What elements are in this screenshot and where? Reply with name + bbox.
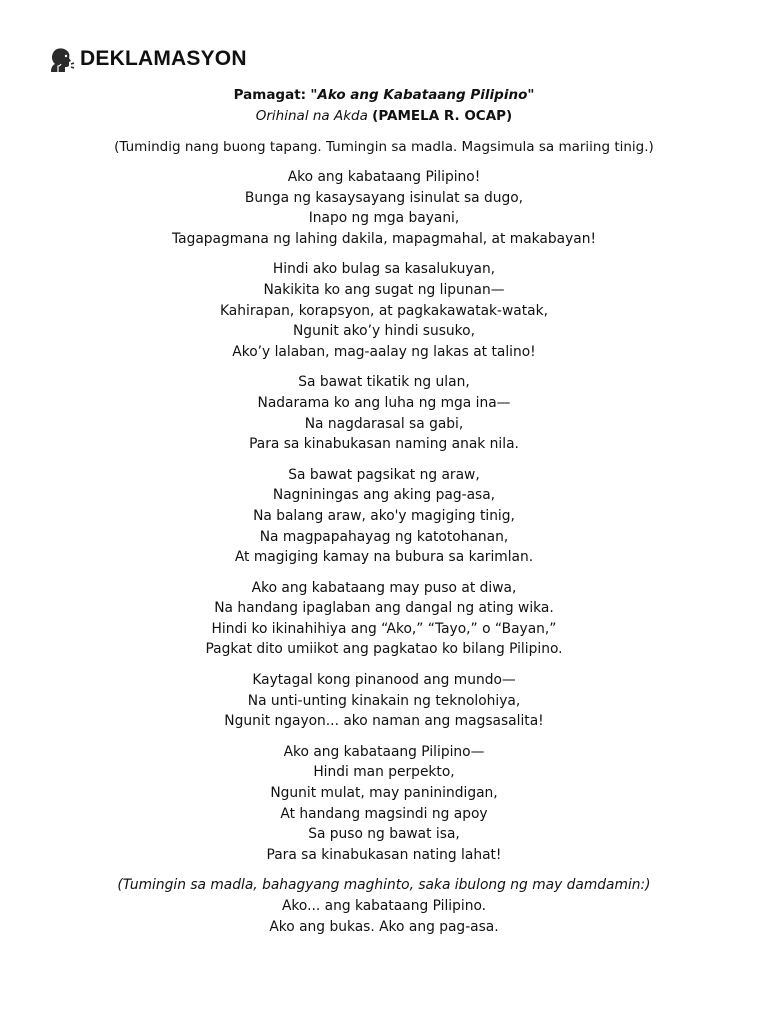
author-line	[0, 108, 768, 124]
page-title: DEKLAMASYON	[80, 47, 247, 70]
poem-line: Tagapagmana ng lahing dakila, mapagmahal, at makabayan!	[171, 230, 596, 247]
poem-line: Sa bawat tikatik ng ulan,	[298, 374, 470, 391]
poem-line: Kaytagal kong pinanood ang mundo—	[252, 672, 516, 689]
stanza	[0, 372, 768, 454]
closing-line: Ako ang bukas. Ako ang pag-asa.	[269, 918, 499, 935]
stanza	[0, 578, 768, 660]
author-prefix: Orihinal na Akda	[255, 108, 368, 124]
poem-line: At magiging kamay na bubura sa karimlan.	[234, 549, 534, 566]
poem-line: Ako’y lalaban, mag-aalay ng lakas at talino!	[232, 343, 536, 360]
closing-line: Ako... ang kabataang Pilipino.	[281, 898, 487, 914]
closing-stanza	[0, 875, 768, 937]
poem-line: Sa bawat pagsikat ng araw,	[288, 466, 480, 483]
closing-stage-direction: (Tumingin sa madla, bahagyang maghinto, saka ibulong ng may damdamin:)	[117, 877, 651, 894]
author-name: (PAMELA R. OCAP)	[372, 108, 513, 124]
poem-line: Ako ang kabataang Pilipino—	[283, 743, 485, 760]
poem-line: Ako ang kabataang Pilipino!	[287, 169, 481, 185]
poem-line: Na magpapahayag ng katotohanan,	[259, 528, 509, 545]
poem-line: Na handang ipaglaban ang dangal ng ating wika.	[214, 600, 554, 617]
poem-line: Hindi ako bulag sa kasalukuyan,	[272, 261, 496, 278]
pamagat-line	[0, 87, 768, 103]
poem-line: Hindi man perpekto,	[313, 764, 455, 781]
poem-line: Ngunit mulat, may paninindigan,	[270, 785, 498, 802]
poem-line: Hindi ko ikinahihiya ang “Ako,” “Tayo,” o “Bayan,”	[211, 620, 557, 637]
poem-line: Nakikita ko ang sugat ng lipunan—	[263, 281, 505, 298]
stanza	[0, 465, 768, 568]
poem-line: Ngunit ngayon... ako naman ang magsasalita!	[224, 713, 544, 730]
poem-line: Na unti-unting kinakain ng teknolohiya,	[247, 692, 521, 709]
pamagat-label: Pamagat:	[233, 87, 307, 103]
stanza	[0, 167, 768, 249]
poem-line: Sa puso ng bawat isa,	[308, 826, 460, 843]
poem-line: At handang magsindi ng apoy	[280, 805, 488, 822]
poem-line: Kahirapan, korapsyon, at pagkakawatak-watak,	[220, 302, 548, 319]
poem-line: Na balang araw, ako'y magiging tinig,	[253, 507, 515, 524]
poem-line: Para sa kinabukasan nating lahat!	[266, 846, 502, 863]
poem-line: Nagniningas ang aking pag-asa,	[272, 487, 496, 504]
speaking-head-icon	[47, 45, 75, 73]
poem-title: "Ako ang Kabataang Pilipino"	[310, 87, 535, 103]
document-header	[47, 45, 247, 73]
intro-stage-direction: (Tumindig nang buong tapang. Tumingin sa madla. Magsimula sa mariing tinig.)	[114, 139, 654, 155]
stanza	[0, 742, 768, 866]
stanza	[0, 259, 768, 362]
poem-line: Bunga ng kasaysayang isinulat sa dugo,	[244, 189, 524, 206]
poem-line: Inapo ng mga bayani,	[308, 210, 460, 227]
poem-body	[0, 167, 768, 947]
poem-line: Na nagdarasal sa gabi,	[304, 415, 464, 432]
stanza	[0, 670, 768, 732]
poem-line: Pagkat dito umiikot ang pagkatao ko bilang Pilipino.	[205, 641, 563, 658]
poem-line: Para sa kinabukasan naming anak nila.	[249, 436, 519, 453]
poem-line: Nadarama ko ang luha ng mga ina—	[257, 394, 511, 411]
poem-line: Ako ang kabataang may puso at diwa,	[251, 579, 517, 596]
poem-line: Ngunit ako’y hindi susuko,	[292, 323, 475, 340]
